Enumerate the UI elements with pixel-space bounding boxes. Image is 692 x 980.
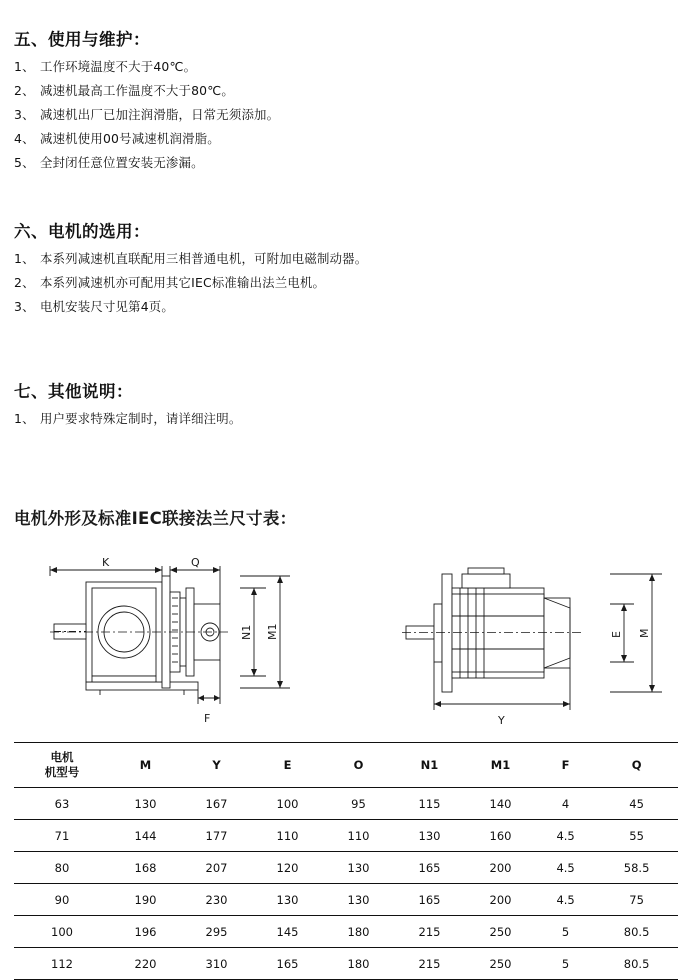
list-item-number: 4、 bbox=[14, 131, 35, 146]
dim-label-n1: N1 bbox=[240, 624, 253, 640]
list-item-text: 本系列减速机亦可配用其它IEC标准输出法兰电机。 bbox=[40, 275, 326, 290]
table-row bbox=[14, 884, 678, 916]
cell-q: 80.5 bbox=[595, 916, 678, 948]
cell-f: 5 bbox=[536, 948, 595, 980]
cell-f: 5 bbox=[536, 916, 595, 948]
table-row bbox=[14, 820, 678, 852]
cell-q: 75 bbox=[595, 884, 678, 916]
list-item bbox=[14, 272, 678, 294]
table-header-row bbox=[14, 743, 678, 788]
list-item bbox=[14, 296, 678, 318]
column-header-e: E bbox=[252, 743, 323, 788]
list-item-text: 全封闭任意位置安装无渗漏。 bbox=[40, 155, 204, 170]
list-item-number: 3、 bbox=[14, 107, 35, 122]
cell-m1: 250 bbox=[465, 948, 536, 980]
list-item bbox=[14, 56, 678, 78]
cell-m1: 160 bbox=[465, 820, 536, 852]
cell-m: 144 bbox=[110, 820, 181, 852]
list-item-text: 用户要求特殊定制时，请详细注明。 bbox=[40, 411, 242, 426]
section-title: 五、使用与维护： bbox=[14, 30, 150, 49]
model-head-line1: 电机 bbox=[50, 750, 74, 764]
column-header-model bbox=[14, 743, 110, 788]
list-item-text: 工作环境温度不大于40℃。 bbox=[40, 59, 197, 74]
cell-n1: 115 bbox=[394, 788, 465, 820]
cell-n1: 165 bbox=[394, 884, 465, 916]
dimension-table bbox=[14, 742, 678, 980]
list-item-text: 电机安装尺寸见第4页。 bbox=[40, 299, 174, 314]
cell-f: 4.5 bbox=[536, 852, 595, 884]
section-motor-selection bbox=[14, 218, 678, 320]
cell-o: 95 bbox=[323, 788, 394, 820]
cell-o: 110 bbox=[323, 820, 394, 852]
cell-y: 177 bbox=[181, 820, 252, 852]
cell-e: 165 bbox=[252, 948, 323, 980]
cell-e: 110 bbox=[252, 820, 323, 852]
column-header-q: Q bbox=[595, 743, 678, 788]
list-item bbox=[14, 80, 678, 102]
dim-label-f: F bbox=[204, 712, 211, 725]
list-item-number: 3、 bbox=[14, 299, 35, 314]
cell-e: 120 bbox=[252, 852, 323, 884]
table-row bbox=[14, 852, 678, 884]
cell-n1: 165 bbox=[394, 852, 465, 884]
cell-n1: 130 bbox=[394, 820, 465, 852]
cell-m: 190 bbox=[110, 884, 181, 916]
cell-model: 90 bbox=[14, 884, 110, 916]
section-title: 六、电机的选用： bbox=[14, 222, 150, 241]
dim-label-e: E bbox=[610, 631, 623, 638]
dim-label-y: Y bbox=[498, 714, 505, 727]
cell-q: 80.5 bbox=[595, 948, 678, 980]
list-item-text: 本系列减速机直联配用三相普通电机，可附加电磁制动器。 bbox=[40, 251, 368, 266]
cell-m1: 140 bbox=[465, 788, 536, 820]
cell-n1: 215 bbox=[394, 916, 465, 948]
cell-y: 167 bbox=[181, 788, 252, 820]
cell-f: 4.5 bbox=[536, 820, 595, 852]
cell-m: 220 bbox=[110, 948, 181, 980]
model-head-line2: 机型号 bbox=[44, 765, 80, 779]
list-item-number: 1、 bbox=[14, 59, 35, 74]
cell-model: 71 bbox=[14, 820, 110, 852]
section-usage-maintenance bbox=[14, 26, 678, 176]
cell-m: 130 bbox=[110, 788, 181, 820]
cell-y: 295 bbox=[181, 916, 252, 948]
table-body bbox=[14, 788, 678, 980]
column-header-m1: M1 bbox=[465, 743, 536, 788]
motor-outline-drawing bbox=[14, 552, 678, 734]
cell-o: 180 bbox=[323, 916, 394, 948]
cell-m: 196 bbox=[110, 916, 181, 948]
dim-label-m1: M1 bbox=[266, 623, 279, 640]
cell-y: 207 bbox=[181, 852, 252, 884]
cell-model: 80 bbox=[14, 852, 110, 884]
cell-o: 130 bbox=[323, 852, 394, 884]
cell-model: 100 bbox=[14, 916, 110, 948]
column-header-f: F bbox=[536, 743, 595, 788]
list-item-number: 5、 bbox=[14, 155, 35, 170]
list-item-number: 1、 bbox=[14, 251, 35, 266]
cell-m: 168 bbox=[110, 852, 181, 884]
section-item-list bbox=[14, 408, 678, 430]
table-row bbox=[14, 788, 678, 820]
cell-y: 230 bbox=[181, 884, 252, 916]
cell-m1: 200 bbox=[465, 852, 536, 884]
cell-f: 4 bbox=[536, 788, 595, 820]
list-item-text: 减速机最高工作温度不大于80℃。 bbox=[40, 83, 234, 98]
cell-e: 145 bbox=[252, 916, 323, 948]
list-item bbox=[14, 128, 678, 150]
list-item bbox=[14, 104, 678, 126]
list-item bbox=[14, 248, 678, 270]
cell-model: 112 bbox=[14, 948, 110, 980]
column-header-o: O bbox=[323, 743, 394, 788]
list-item-number: 1、 bbox=[14, 411, 35, 426]
dim-label-k: K bbox=[102, 556, 110, 569]
cell-e: 100 bbox=[252, 788, 323, 820]
table-heading: 电机外形及标准IEC联接法兰尺寸表： bbox=[14, 509, 297, 528]
cell-n1: 215 bbox=[394, 948, 465, 980]
table-row bbox=[14, 916, 678, 948]
list-item-number: 2、 bbox=[14, 275, 35, 290]
section-item-list bbox=[14, 56, 678, 174]
dim-label-m: M bbox=[638, 628, 651, 638]
list-item-text: 减速机出厂已加注润滑脂，日常无须添加。 bbox=[40, 107, 280, 122]
cell-o: 180 bbox=[323, 948, 394, 980]
cell-q: 45 bbox=[595, 788, 678, 820]
dim-label-q: Q bbox=[191, 556, 200, 569]
list-item-number: 2、 bbox=[14, 83, 35, 98]
list-item bbox=[14, 408, 678, 430]
cell-o: 130 bbox=[323, 884, 394, 916]
column-header-n1: N1 bbox=[394, 743, 465, 788]
cell-m1: 200 bbox=[465, 884, 536, 916]
cell-f: 4.5 bbox=[536, 884, 595, 916]
section-item-list bbox=[14, 248, 678, 318]
cell-q: 58.5 bbox=[595, 852, 678, 884]
cell-model: 63 bbox=[14, 788, 110, 820]
list-item-text: 减速机使用00号减速机润滑脂。 bbox=[40, 131, 220, 146]
section-other-notes bbox=[14, 378, 678, 432]
column-header-y: Y bbox=[181, 743, 252, 788]
table-head bbox=[14, 743, 678, 788]
column-header-m: M bbox=[110, 743, 181, 788]
cell-m1: 250 bbox=[465, 916, 536, 948]
cell-q: 55 bbox=[595, 820, 678, 852]
section-title: 七、其他说明： bbox=[14, 382, 133, 401]
list-item bbox=[14, 152, 678, 174]
cell-e: 130 bbox=[252, 884, 323, 916]
cell-y: 310 bbox=[181, 948, 252, 980]
